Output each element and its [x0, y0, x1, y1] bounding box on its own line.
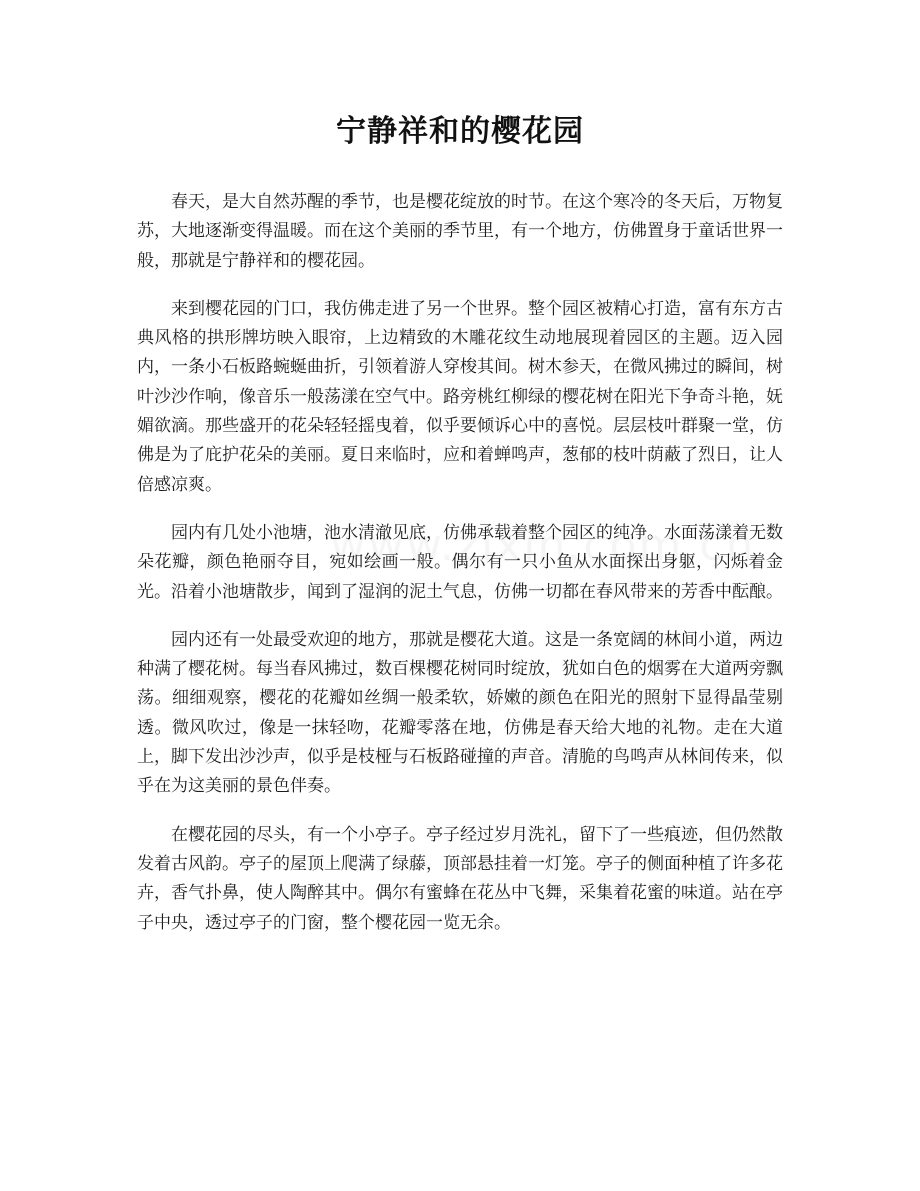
- paragraph-garden-entrance: 来到樱花园的门口，我仿佛走进了另一个世界。整个园区被精心打造，富有东方古典风格的拱形牌坊映入眼帘，上边精致的木雕花纹生动地展现着园区的主题。迈入园内，一条小石板路蜿蜒曲折，引领着游人穿梭其间。树木参天，在微风拂过的瞬间，树叶沙沙作响，像音乐一般荡漾在空气中。路旁桃红柳绿的樱花树在阳光下争奇斗艳，妩媚欲滴。那些盛开的花朵轻轻摇曳着，似乎要倾诉心中的喜悦。层层枝叶群聚一堂，仿佛是为了庇护花朵的美丽。夏日来临时，应和着蝉鸣声，葱郁的枝叶荫蔽了烈日，让人倍感凉爽。: [137, 298, 783, 495]
- paragraph-cherry-avenue: 园内还有一处最受欢迎的地方，那就是樱花大道。这是一条宽阔的林间小道，两边种满了樱花树。每当春风拂过，数百棵樱花树同时绽放，犹如白色的烟雾在大道两旁飘荡。细细观察，樱花的花瓣如丝绸一般柔软，娇嫩的颜色在阳光的照射下显得晶莹剔透。微风吹过，像是一抹轻吻，花瓣零落在地，仿佛是春天给大地的礼物。走在大道上，脚下发出沙沙声，似乎是枝桠与石板路碰撞的声音。清脆的鸟鸣声从林间传来，似乎在为这美丽的景色伴奏。: [137, 629, 783, 797]
- paragraph-ponds: 园内有几处小池塘，池水清澈见底，仿佛承载着整个园区的纯净。水面荡漾着无数朵花瓣，颜色艳丽夺目，宛如绘画一般。偶尔有一只小鱼从水面探出身躯，闪烁着金光。沿着小池塘散步，闻到了湿润的泥土气息，仿佛一切都在春风带来的芳香中酝酿。: [137, 522, 783, 602]
- paragraph-spring-intro: 春天，是大自然苏醒的季节，也是樱花绽放的时节。在这个寒冷的冬天后，万物复苏，大地逐渐变得温暖。而在这个美丽的季节里，有一个地方，仿佛置身于童话世界一般，那就是宁静祥和的樱花园。: [137, 192, 783, 271]
- document-title: 宁静祥和的樱花园: [336, 114, 584, 149]
- document-page: [137, 0, 783, 938]
- paragraph-pavilion: 在樱花园的尽头，有一个小亭子。亭子经过岁月洗礼，留下了一些痕迹，但仍然散发着古风韵。亭子的屋顶上爬满了绿藤，顶部悬挂着一灯笼。亭子的侧面种植了许多花卉，香气扑鼻，使人陶醉其中。偶尔有蜜蜂在花丛中飞舞，采集着花蜜的味道。站在亭子中央，透过亭子的门窗，整个樱花园一览无余。: [137, 824, 783, 933]
